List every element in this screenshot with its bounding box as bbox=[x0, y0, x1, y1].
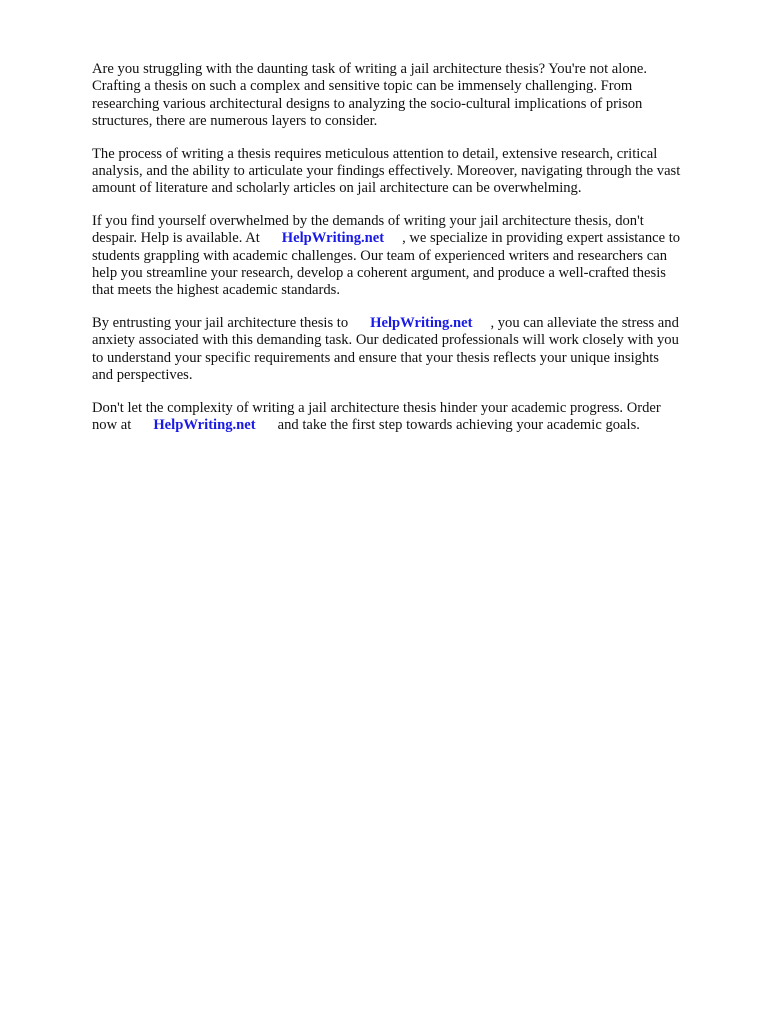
text-line: and perspectives. bbox=[92, 367, 193, 384]
text-line: students grappling with academic challenges. Our team of experienced writers and researchers can bbox=[92, 247, 667, 264]
text-line bbox=[92, 417, 728, 434]
paragraph-help bbox=[92, 213, 728, 300]
text-line: Don't let the complexity of writing a jail architecture thesis hinder your academic progress. Order bbox=[92, 399, 661, 416]
text-line: to understand your specific requirements and ensure that your thesis reflects your unique insights bbox=[92, 349, 659, 366]
text-line: that meets the highest academic standards. bbox=[92, 282, 341, 299]
text-line: anxiety associated with this demanding task. Our dedicated professionals will work closely with you bbox=[92, 332, 679, 349]
text-line: structures, there are numerous layers to consider. bbox=[92, 113, 378, 130]
text-line bbox=[92, 230, 728, 247]
text-line: The process of writing a thesis requires meticulous attention to detail, extensive research, critical bbox=[92, 145, 658, 162]
text-line bbox=[92, 315, 728, 332]
helpwriting-link[interactable]: HelpWriting.net bbox=[281, 230, 385, 247]
helpwriting-link[interactable]: HelpWriting.net bbox=[153, 416, 256, 433]
text-segment: despair. Help is available. At bbox=[92, 230, 260, 247]
text-line: amount of literature and scholarly articles on jail architecture can be overwhelming. bbox=[92, 180, 582, 197]
text-line: If you find yourself overwhelmed by the demands of writing your jail architecture thesis, don't bbox=[92, 212, 644, 229]
text-line: Are you struggling with the daunting task of writing a jail architecture thesis? You're not alone. bbox=[92, 61, 648, 77]
paragraph-intro bbox=[92, 61, 728, 131]
text-segment: and take the first step towards achieving your academic goals. bbox=[277, 416, 640, 433]
paragraph-entrusting bbox=[92, 315, 728, 385]
text-line: analysis, and the ability to articulate your findings effectively. Moreover, navigating through the vast bbox=[92, 163, 681, 180]
text-segment: , you can alleviate the stress and bbox=[490, 314, 679, 331]
text-line: Crafting a thesis on such a complex and sensitive topic can be immensely challenging. From bbox=[92, 78, 633, 95]
paragraph-order bbox=[92, 400, 728, 435]
helpwriting-link[interactable]: HelpWriting.net bbox=[370, 314, 473, 331]
text-line: help you streamline your research, develop a coherent argument, and produce a well-crafted thesis bbox=[92, 265, 666, 282]
text-segment: now at bbox=[92, 416, 132, 433]
paragraph-process bbox=[92, 146, 728, 198]
text-line: researching various architectural designs to analyzing the socio-cultural implications of prison bbox=[92, 95, 643, 112]
text-segment: By entrusting your jail architecture thesis to bbox=[92, 314, 349, 331]
text-segment: , we specialize in providing expert assistance to bbox=[402, 230, 681, 247]
document-body bbox=[92, 61, 728, 449]
